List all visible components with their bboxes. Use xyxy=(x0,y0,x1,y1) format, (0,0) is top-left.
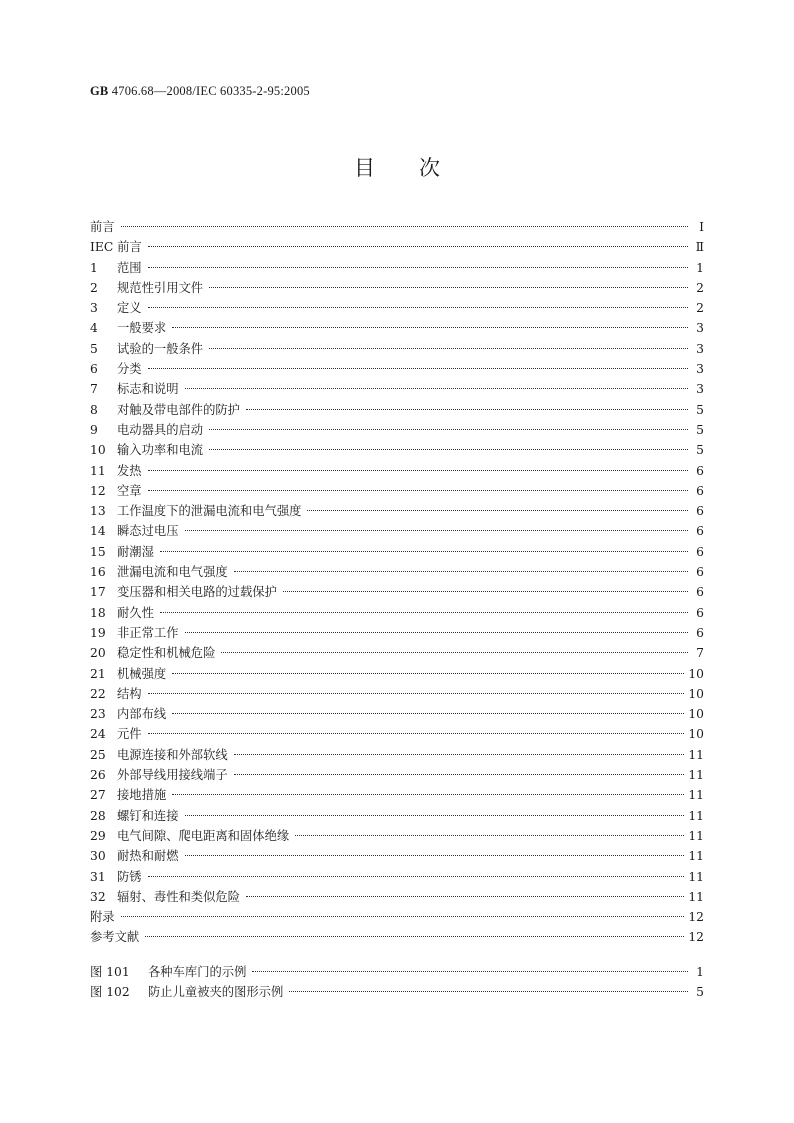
figure-entry-page: 5 xyxy=(696,985,704,1000)
toc-entry-number: 21 xyxy=(90,666,106,681)
toc-entry[interactable] xyxy=(90,420,704,440)
toc-entry[interactable] xyxy=(90,745,704,765)
dot-leader xyxy=(289,991,688,992)
toc-entry-title: 机械强度 xyxy=(117,666,167,681)
toc-entry[interactable] xyxy=(90,704,704,724)
toc-entry-title: 稳定性和机械危险 xyxy=(117,646,216,661)
toc-entry-number: 24 xyxy=(90,727,106,742)
toc-entry[interactable] xyxy=(90,867,704,887)
dot-leader xyxy=(148,490,688,491)
toc-entry-title: 前言 xyxy=(90,220,115,234)
toc-entry-number: 29 xyxy=(90,828,106,843)
toc-entry-page: 6 xyxy=(696,504,704,519)
toc-entry-page: 3 xyxy=(696,362,704,377)
toc-entry-number: 5 xyxy=(90,341,98,356)
toc-entry-page: 3 xyxy=(696,382,704,397)
figure-entry-title: 防止儿童被夹的图形示例 xyxy=(148,985,284,1000)
dot-leader xyxy=(209,348,688,349)
dot-leader xyxy=(307,510,688,511)
dot-leader xyxy=(295,835,684,836)
toc-entry-number: 3 xyxy=(90,301,98,316)
toc-entry-title: 空章 xyxy=(117,483,142,498)
dot-leader xyxy=(172,794,684,795)
toc-entry[interactable] xyxy=(90,298,704,318)
toc-entry-title: 元件 xyxy=(117,727,142,742)
toc-entry-page: 11 xyxy=(688,747,704,762)
toc-entry-number: 27 xyxy=(90,788,106,803)
toc-entry[interactable] xyxy=(90,521,704,541)
toc-entry-page: 12 xyxy=(688,910,704,925)
toc-entry[interactable] xyxy=(90,318,704,338)
toc-entry[interactable] xyxy=(90,481,704,501)
toc-entry-page: 6 xyxy=(696,585,704,600)
figure-entry[interactable] xyxy=(90,982,704,1002)
toc-entry[interactable] xyxy=(90,258,704,278)
dot-leader xyxy=(234,754,685,755)
dot-leader xyxy=(221,652,688,653)
dot-leader xyxy=(148,246,688,247)
toc-entry[interactable] xyxy=(90,562,704,582)
toc-entry-number: 10 xyxy=(90,443,106,458)
toc-entry[interactable] xyxy=(90,542,704,562)
toc-entry-page: 6 xyxy=(696,463,704,478)
standard-prefix: GB xyxy=(90,84,109,98)
toc-entry-title: 耐潮湿 xyxy=(117,544,154,559)
toc-entry-page: 6 xyxy=(696,625,704,640)
toc-entry[interactable] xyxy=(90,724,704,744)
toc-entry-page: 5 xyxy=(696,443,704,458)
toc-entry-title: 耐久性 xyxy=(117,605,154,620)
toc-entry-number: 13 xyxy=(90,504,106,519)
toc-entry-title: 泄漏电流和电气强度 xyxy=(117,565,228,580)
toc-entry-title: 工作温度下的泄漏电流和电气强度 xyxy=(117,504,302,519)
dot-leader xyxy=(148,307,688,308)
toc-entry[interactable] xyxy=(90,846,704,866)
toc-entry-page: Ⅰ xyxy=(699,220,704,234)
toc-entry-title: 范围 xyxy=(117,260,142,275)
toc-entry-title: 耐热和耐燃 xyxy=(117,849,179,864)
toc-entry-title: 附录 xyxy=(90,910,115,925)
toc-entry-title: 变压器和相关电路的过载保护 xyxy=(117,585,277,600)
toc-entry[interactable] xyxy=(90,217,704,237)
toc-entry[interactable] xyxy=(90,907,704,927)
toc-entry-title: 结构 xyxy=(117,686,142,701)
dot-leader xyxy=(148,267,688,268)
toc-entry-title: 瞬态过电压 xyxy=(117,524,179,539)
toc-entry-title: 电气间隙、爬电距离和固体绝缘 xyxy=(117,828,290,843)
table-of-contents xyxy=(90,217,704,948)
toc-entry[interactable] xyxy=(90,684,704,704)
dot-leader xyxy=(185,632,689,633)
toc-entry[interactable] xyxy=(90,664,704,684)
toc-entry[interactable] xyxy=(90,603,704,623)
dot-leader xyxy=(185,530,689,531)
dot-leader xyxy=(172,673,684,674)
toc-entry-number: 22 xyxy=(90,686,106,701)
toc-entry-page: 6 xyxy=(696,483,704,498)
toc-entry-number: 31 xyxy=(90,869,106,884)
toc-entry-number: 23 xyxy=(90,707,106,722)
toc-entry-page: 6 xyxy=(696,605,704,620)
toc-entry[interactable] xyxy=(90,501,704,521)
dot-leader xyxy=(185,388,689,389)
toc-entry-number: 25 xyxy=(90,747,106,762)
toc-entry-title: 定义 xyxy=(117,301,142,316)
toc-entry-page: 11 xyxy=(688,849,704,864)
toc-entry-title: 内部布线 xyxy=(117,707,167,722)
dot-leader xyxy=(148,693,685,694)
toc-entry-title: 电动器具的启动 xyxy=(117,422,204,437)
toc-entry-number: 11 xyxy=(90,463,106,478)
toc-entry-title: 分类 xyxy=(117,362,142,377)
toc-entry-title: 一般要求 xyxy=(117,321,167,336)
toc-entry[interactable] xyxy=(90,278,704,298)
toc-entry-number: 20 xyxy=(90,646,106,661)
toc-entry-page: Ⅱ xyxy=(695,240,704,255)
toc-entry-title: 参考文献 xyxy=(90,930,140,945)
dot-leader xyxy=(185,815,685,816)
dot-leader xyxy=(148,368,688,369)
toc-entry-number: 7 xyxy=(90,382,98,397)
dot-leader xyxy=(283,591,688,592)
dot-leader xyxy=(246,409,688,410)
toc-entry-title: 非正常工作 xyxy=(117,625,179,640)
toc-entry-page: 11 xyxy=(688,828,704,843)
toc-entry-number: 2 xyxy=(90,280,98,295)
toc-entry-title: 标志和说明 xyxy=(117,382,179,397)
dot-leader xyxy=(172,327,688,328)
toc-entry-title: 外部导线用接线端子 xyxy=(117,768,228,783)
dot-leader xyxy=(148,470,688,471)
figure-entry-page: 1 xyxy=(696,965,704,979)
dot-leader xyxy=(209,287,688,288)
toc-entry-title: 电源连接和外部软线 xyxy=(117,747,228,762)
toc-entry-number: 17 xyxy=(90,585,106,600)
toc-entry-page: 10 xyxy=(688,666,704,681)
toc-entry-page: 11 xyxy=(688,808,704,823)
figure-entry[interactable] xyxy=(90,962,704,982)
toc-entry-title: 螺钉和连接 xyxy=(117,808,179,823)
toc-entry-page: 10 xyxy=(688,707,704,722)
toc-entry-title: 辐射、毒性和类似危险 xyxy=(117,889,240,904)
toc-entry-page: 11 xyxy=(688,768,704,783)
toc-entry-page: 5 xyxy=(696,422,704,437)
document-header xyxy=(90,84,310,99)
toc-entry-page: 10 xyxy=(688,727,704,742)
toc-entry-title: IEC 前言 xyxy=(90,240,142,255)
toc-entry[interactable] xyxy=(90,400,704,420)
dot-leader xyxy=(185,855,685,856)
dot-leader xyxy=(234,571,688,572)
toc-entry-title: 对触及带电部件的防护 xyxy=(117,402,240,417)
toc-entry-number: 28 xyxy=(90,808,106,823)
dot-leader xyxy=(160,612,688,613)
figure-entry-number: 图 101 xyxy=(90,965,130,979)
dot-leader xyxy=(209,449,688,450)
toc-entry-page: 6 xyxy=(696,524,704,539)
toc-entry-title: 输入功率和电流 xyxy=(117,443,204,458)
dot-leader xyxy=(252,971,688,972)
toc-entry-number: 18 xyxy=(90,605,106,620)
toc-entry[interactable] xyxy=(90,582,704,602)
toc-entry-title: 接地措施 xyxy=(117,788,167,803)
dot-leader xyxy=(172,713,684,714)
toc-entry-number: 1 xyxy=(90,260,98,275)
dot-leader xyxy=(209,429,688,430)
toc-entry[interactable] xyxy=(90,927,704,947)
toc-entry-page: 6 xyxy=(696,544,704,559)
dot-leader xyxy=(234,774,685,775)
toc-entry-number: 14 xyxy=(90,524,106,539)
toc-entry-page: 11 xyxy=(688,788,704,803)
toc-entry[interactable] xyxy=(90,237,704,257)
figure-entry-number: 图 102 xyxy=(90,985,130,1000)
toc-entry-page: 3 xyxy=(696,321,704,336)
toc-entry-number: 8 xyxy=(90,402,98,417)
toc-entry-number: 32 xyxy=(90,889,106,904)
toc-entry-title: 发热 xyxy=(117,463,142,478)
toc-entry[interactable] xyxy=(90,887,704,907)
toc-entry-page: 2 xyxy=(696,301,704,316)
figure-list xyxy=(90,962,704,1003)
toc-entry[interactable] xyxy=(90,806,704,826)
toc-entry[interactable] xyxy=(90,785,704,805)
toc-entry-page: 6 xyxy=(696,565,704,580)
toc-entry-page: 7 xyxy=(696,646,704,661)
toc-entry-title: 规范性引用文件 xyxy=(117,280,204,295)
toc-entry-page: 11 xyxy=(688,869,704,884)
standard-code: 4706.68—2008/IEC 60335-2-95:2005 xyxy=(111,84,310,98)
toc-entry-title: 试验的一般条件 xyxy=(117,341,204,356)
toc-entry[interactable] xyxy=(90,440,704,460)
page-title: 目次 xyxy=(354,156,484,180)
toc-entry-number: 19 xyxy=(90,625,106,640)
figure-entry-title: 各种车库门的示例 xyxy=(148,965,247,979)
toc-entry-number: 6 xyxy=(90,362,98,377)
toc-entry-number: 9 xyxy=(90,422,98,437)
toc-entry-title: 防锈 xyxy=(117,869,142,884)
dot-leader xyxy=(145,936,684,937)
toc-entry-number: 4 xyxy=(90,321,98,336)
dot-leader xyxy=(121,226,688,227)
dot-leader xyxy=(121,916,685,917)
toc-entry-number: 26 xyxy=(90,768,106,783)
toc-entry-page: 5 xyxy=(696,402,704,417)
toc-entry[interactable] xyxy=(90,339,704,359)
toc-entry[interactable] xyxy=(90,359,704,379)
toc-entry[interactable] xyxy=(90,379,704,399)
toc-entry-number: 30 xyxy=(90,849,106,864)
toc-entry[interactable] xyxy=(90,623,704,643)
toc-entry-page: 12 xyxy=(688,930,704,945)
toc-entry[interactable] xyxy=(90,643,704,663)
dot-leader xyxy=(148,876,685,877)
dot-leader xyxy=(246,896,684,897)
toc-entry-number: 15 xyxy=(90,544,106,559)
toc-entry[interactable] xyxy=(90,461,704,481)
dot-leader xyxy=(148,733,685,734)
dot-leader xyxy=(160,551,688,552)
toc-entry-number: 16 xyxy=(90,565,106,580)
toc-entry-page: 11 xyxy=(688,889,704,904)
toc-entry-number: 12 xyxy=(90,483,106,498)
toc-entry-page: 10 xyxy=(688,686,704,701)
toc-entry-page: 3 xyxy=(696,341,704,356)
toc-entry[interactable] xyxy=(90,826,704,846)
toc-entry[interactable] xyxy=(90,765,704,785)
toc-entry-page: 2 xyxy=(696,280,704,295)
toc-entry-page: 1 xyxy=(696,260,704,275)
